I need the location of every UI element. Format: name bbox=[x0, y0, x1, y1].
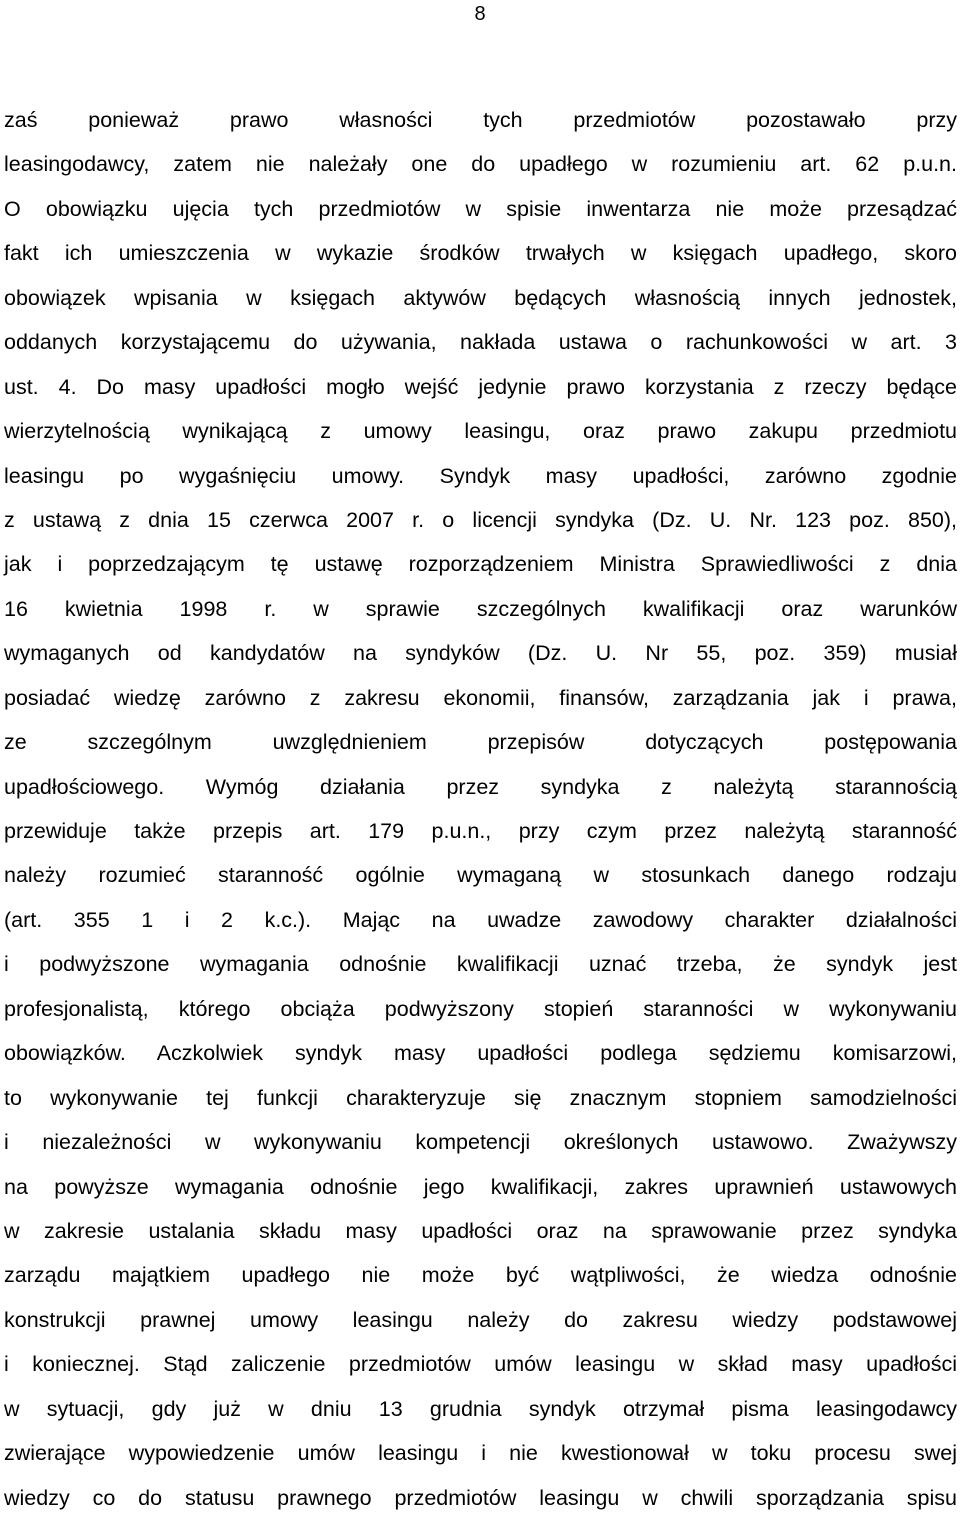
text-line: wiedzy co do statusu prawnego przedmiotów leasingu w chwili sporządzania spisu bbox=[4, 1485, 957, 1510]
text-line: i koniecznej. Stąd zaliczenie przedmiotów umów leasingu w skład masy upadłości bbox=[4, 1352, 957, 1377]
text-line: zarządu majątkiem upadłego nie może być wątpliwości, że wiedza odnośnie bbox=[4, 1263, 957, 1288]
text-line: leasingodawcy, zatem nie należały one do upadłego w rozumieniu art. 62 p.u.n. bbox=[4, 152, 957, 177]
text-line: ust. 4. Do masy upadłości mogło wejść jedynie prawo korzystania z rzeczy będące bbox=[4, 374, 957, 399]
text-line: profesjonalistą, którego obciąża podwyższony stopień staranności w wykonywaniu bbox=[4, 996, 957, 1021]
text-line: należy rozumieć staranność ogólnie wymaganą w stosunkach danego rodzaju bbox=[4, 863, 957, 888]
text-line: posiadać wiedzę zarówno z zakresu ekonomii, finansów, zarządzania jak i prawa, bbox=[4, 685, 957, 710]
text-line: wierzytelnością wynikającą z umowy leasingu, oraz prawo zakupu przedmiotu bbox=[4, 419, 957, 444]
text-line: O obowiązku ujęcia tych przedmiotów w spisie inwentarza nie może przesądzać bbox=[4, 196, 957, 221]
text-line: i niezależności w wykonywaniu kompetencji określonych ustawowo. Zważywszy bbox=[4, 1130, 957, 1155]
text-line: zwierające wypowiedzenie umów leasingu i nie kwestionował w toku procesu swej bbox=[4, 1441, 957, 1466]
text-line: fakt ich umieszczenia w wykazie środków trwałych w księgach upadłego, skoro bbox=[4, 241, 957, 266]
text-line: obowiązek wpisania w księgach aktywów będących własnością innych jednostek, bbox=[4, 285, 957, 310]
text-line: przewiduje także przepis art. 179 p.u.n., przy czym przez należytą staranność bbox=[4, 819, 957, 843]
text-line: z ustawą z dnia 15 czerwca 2007 r. o licencji syndyka (Dz. U. Nr. 123 poz. 850), bbox=[4, 507, 957, 532]
text-line: to wykonywanie tej funkcji charakteryzuje się znacznym stopniem samodzielności bbox=[4, 1085, 957, 1110]
text-line: wymaganych od kandydatów na syndyków (Dz. U. Nr 55, poz. 359) musiał bbox=[4, 641, 957, 666]
text-line: upadłościowego. Wymóg działania przez syndyka z należytą starannością bbox=[4, 774, 957, 799]
text-line: jak i poprzedzającym tę ustawę rozporządzeniem Ministra Sprawiedliwości z dnia bbox=[4, 552, 957, 577]
body-text bbox=[4, 98, 957, 1520]
text-line: konstrukcji prawnej umowy leasingu należy do zakresu wiedzy podstawowej bbox=[4, 1307, 957, 1332]
text-line: w sytuacji, gdy już w dniu 13 grudnia syndyk otrzymał pisma leasingodawcy bbox=[4, 1396, 957, 1421]
page-number: 8 bbox=[474, 3, 486, 25]
text-line: w zakresie ustalania składu masy upadłości oraz na sprawowanie przez syndyka bbox=[4, 1218, 957, 1243]
text-line: 16 kwietnia 1998 r. w sprawie szczególnych kwalifikacji oraz warunków bbox=[4, 596, 957, 621]
text-line: na powyższe wymagania odnośnie jego kwalifikacji, zakres uprawnień ustawowych bbox=[4, 1174, 957, 1199]
text-line: ze szczególnym uwzględnieniem przepisów dotyczących postępowania bbox=[4, 730, 957, 755]
text-line: i podwyższone wymagania odnośnie kwalifikacji uznać trzeba, że syndyk jest bbox=[4, 952, 957, 977]
text-line: zaś ponieważ prawo własności tych przedmiotów pozostawało przy bbox=[4, 108, 957, 132]
text-line: obowiązków. Aczkolwiek syndyk masy upadłości podlega sędziemu komisarzowi, bbox=[4, 1041, 957, 1066]
text-line: leasingu po wygaśnięciu umowy. Syndyk masy upadłości, zarówno zgodnie bbox=[4, 463, 957, 488]
text-line: oddanych korzystającemu do używania, nakłada ustawa o rachunkowości w art. 3 bbox=[4, 330, 957, 355]
text-line: (art. 355 1 i 2 k.c.). Mając na uwadze zawodowy charakter działalności bbox=[4, 907, 957, 932]
